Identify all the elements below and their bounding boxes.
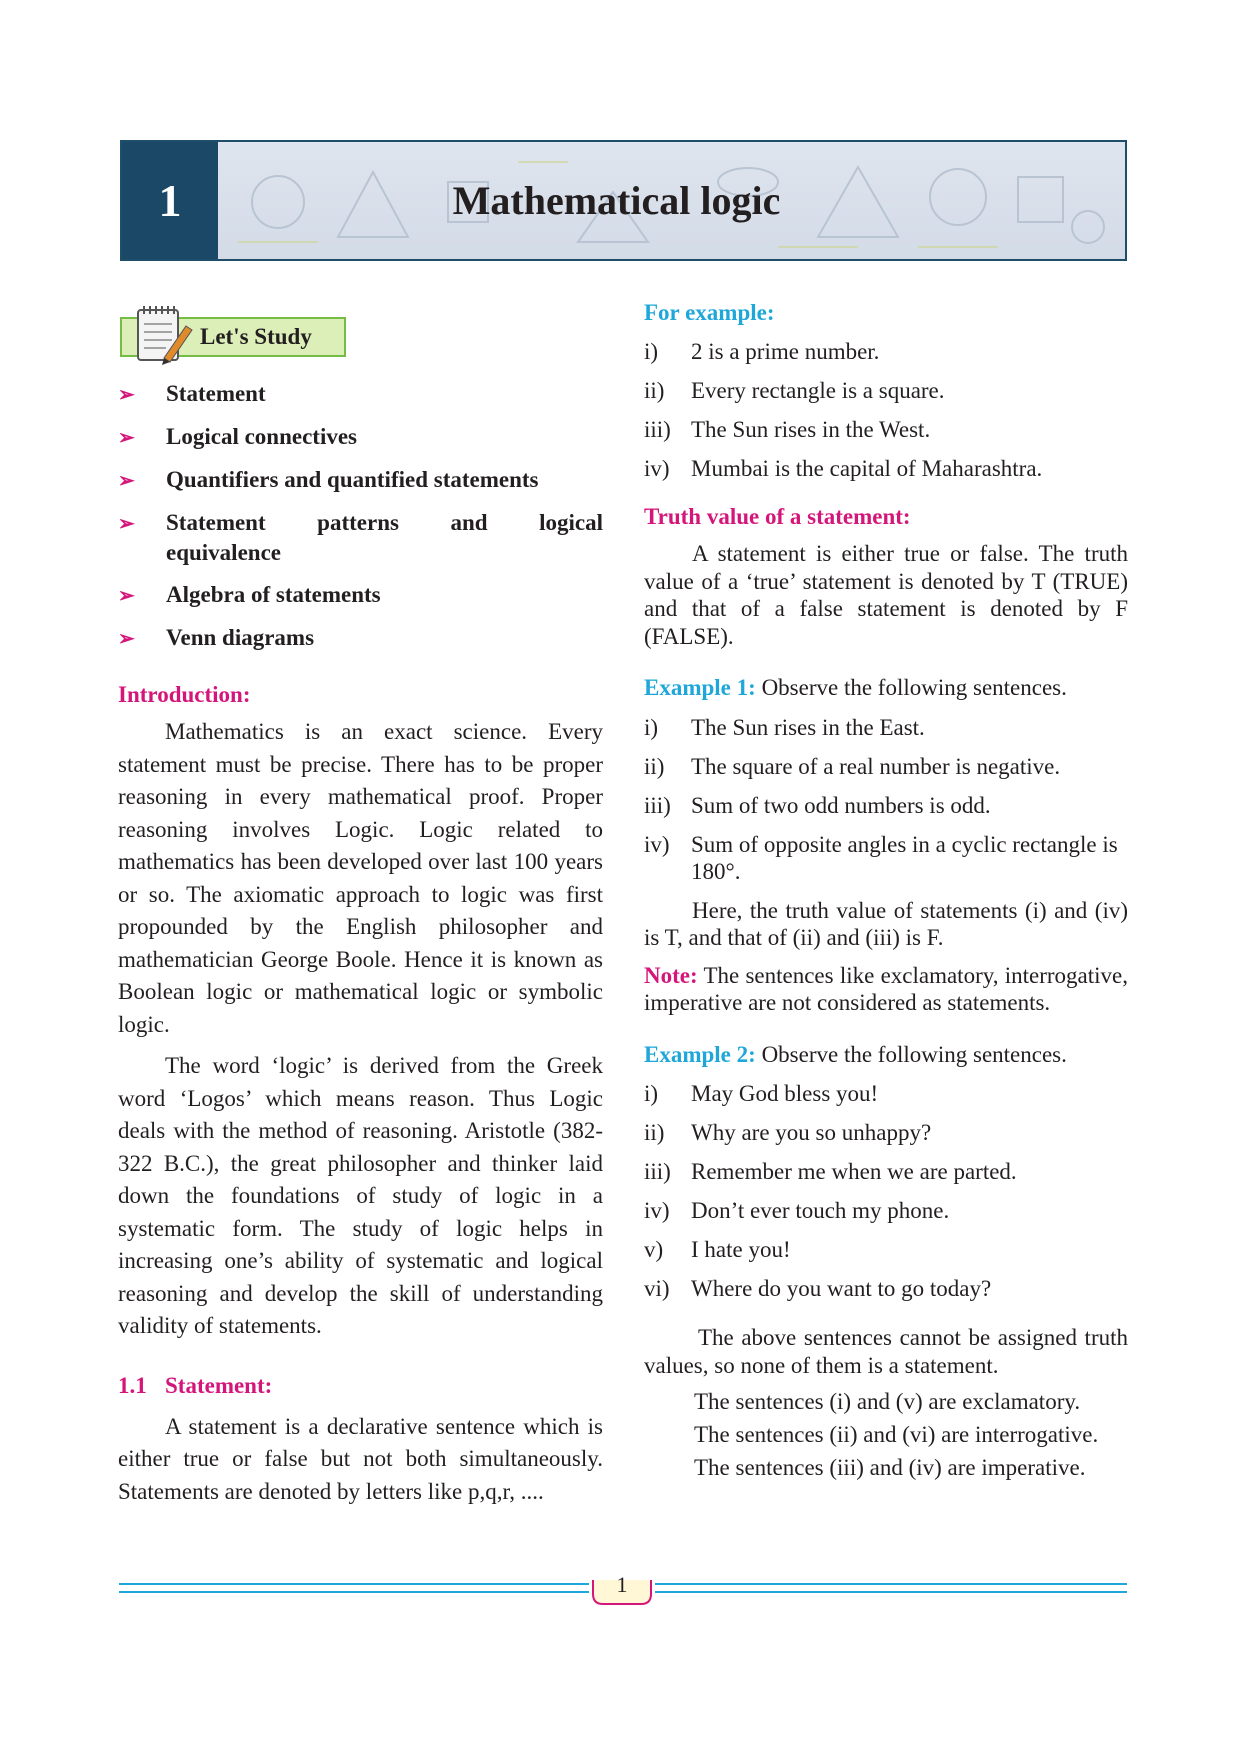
example-2-conclusion: The above sentences cannot be assigned truth values, so none of them is a statement. — [644, 1325, 1128, 1378]
classification-line: The sentences (i) and (v) are exclamatory. — [694, 1389, 1081, 1414]
chapter-banner — [120, 140, 1127, 261]
example-2-list — [644, 1080, 1128, 1302]
section-heading-statement: 1.1 Statement: — [118, 1372, 273, 1398]
list-item: iv) Sum of opposite angles in a cyclic rectangle is 180°. — [644, 831, 1118, 884]
arrow-bullet-icon: ➢ — [118, 470, 135, 492]
list-item: ii) Why are you so unhappy? — [644, 1120, 932, 1145]
lets-study-label: Let's Study — [200, 324, 312, 349]
list-item: iii) The Sun rises in the West. — [644, 417, 931, 442]
list-item: iii) Remember me when we are parted. — [644, 1159, 1017, 1184]
list-item: vi) Where do you want to go today? — [644, 1276, 992, 1301]
page-number: 1 — [616, 1572, 628, 1597]
topic-list — [118, 379, 603, 654]
example-1-list — [644, 714, 1128, 885]
list-item: iv) Mumbai is the capital of Maharashtra. — [644, 456, 1043, 481]
arrow-bullet-icon: ➢ — [118, 513, 135, 535]
classification-line: The sentences (ii) and (vi) are interrogative. — [694, 1422, 1099, 1447]
truth-value-paragraph: A statement is either true or false. The truth value of a ‘true’ statement is denoted by T (TRUE) and that of a false statement is denoted by F (FALSE). — [644, 541, 1128, 649]
statement-definition: A statement is a declarative sentence which is either true or false but not both simultaneously. Statements are denoted by letters like p,q,r, .... — [118, 1413, 603, 1504]
list-item: i) May God bless you! — [644, 1081, 879, 1106]
introduction-heading: Introduction: — [118, 682, 251, 707]
list-item: ➢ Venn diagrams — [118, 623, 603, 654]
arrow-bullet-icon: ➢ — [118, 585, 135, 607]
for-example-heading: For example: — [644, 300, 775, 325]
chapter-number: 1 — [122, 142, 218, 259]
arrow-bullet-icon: ➢ — [118, 384, 135, 406]
list-item: ➢ Quantifiers and quantified statements — [118, 465, 603, 496]
page-footer — [119, 1572, 1127, 1602]
list-item: ii) The square of a real number is negative. — [644, 753, 1061, 779]
introduction-paragraph-2: The word ‘logic’ is derived from the Greek word ‘Logos’ which means reason. Thus Logic deals with the method of reasoning. Aristotle (382-322 B.C.), the great philosopher and thinker laid down the foundations of study of logic in a systematic form. The study of logic helps in increasing one’s ability of systematic and logical reasoning and develop the skill of understanding validity of statements. — [118, 1053, 603, 1338]
for-example-list — [644, 338, 1128, 482]
chapter-title: Mathematical logic — [452, 178, 781, 223]
list-item: ➢ Logical connectives — [118, 422, 603, 453]
classification-line: The sentences (iii) and (iv) are imperative. — [694, 1455, 1086, 1480]
introduction-paragraph-1: Mathematics is an exact science. Every statement must be precise. There has to be proper reasoning in every mathematical proof. Proper reasoning involves Logic. Logic related to mathematics has been developed over last 100 years or so. The axiomatic approach to logic was first propounded by the English philosopher and mathematician George Boole. Hence it is known as Boolean logic or mathematical logic or symbolic logic. — [118, 719, 603, 1037]
right-column — [644, 300, 1128, 1484]
list-item: ➢ Statement — [118, 379, 603, 410]
example-1-conclusion: Here, the truth value of statements (i) and (iv) is T, and that of (ii) and (iii) is F. — [644, 897, 1128, 950]
list-item: ii) Every rectangle is a square. — [644, 378, 945, 403]
chapter-title-box — [218, 142, 1125, 259]
list-item: ➢ Statement patterns and logical equivalence — [118, 508, 603, 568]
truth-value-heading: Truth value of a statement: — [644, 504, 911, 529]
example-2-intro: Example 2: Observe the following sentences. — [644, 1041, 1067, 1067]
list-item: v) I hate you! — [644, 1237, 791, 1262]
example-2-classification — [694, 1385, 1128, 1484]
lets-study-box — [120, 317, 346, 357]
left-column — [118, 300, 603, 1508]
list-item: iv) Don’t ever touch my phone. — [644, 1198, 950, 1223]
list-item: ➢ Algebra of statements — [118, 580, 603, 611]
notebook-pencil-icon — [134, 302, 194, 366]
list-item: i) The Sun rises in the East. — [644, 714, 925, 740]
example-1-intro: Example 1: Observe the following sentences. — [644, 675, 1067, 700]
list-item: i) 2 is a prime number. — [644, 339, 880, 364]
arrow-bullet-icon: ➢ — [118, 427, 135, 449]
arrow-bullet-icon: ➢ — [118, 628, 135, 650]
note-paragraph: Note: The sentences like exclamatory, interrogative, imperative are not considered as statements. — [644, 962, 1128, 1015]
list-item: iii) Sum of two odd numbers is odd. — [644, 792, 991, 818]
